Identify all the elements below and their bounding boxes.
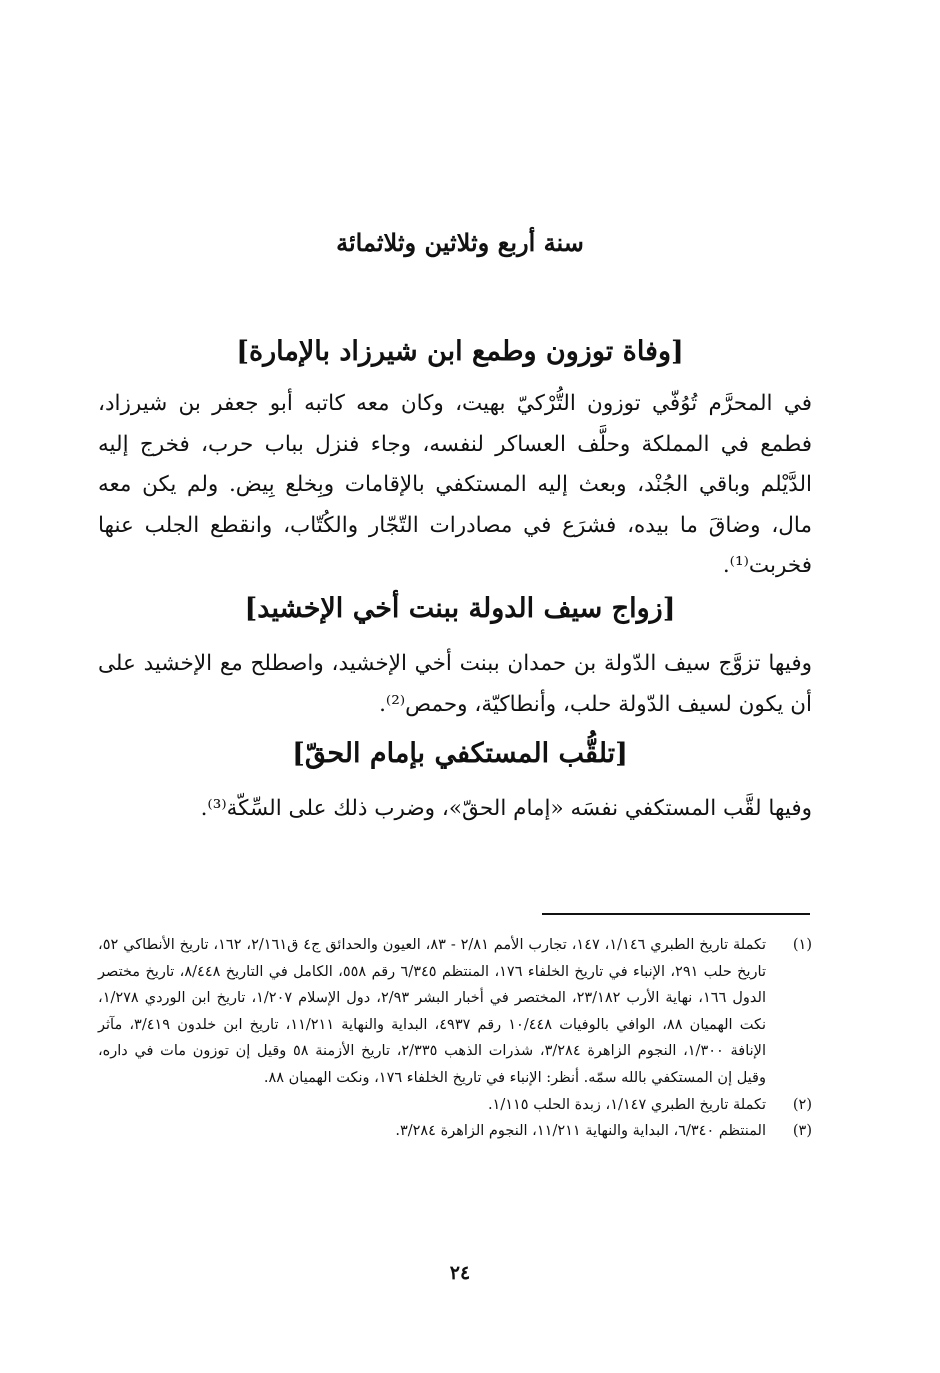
section-body-sayf-al-dawla-marriage: وفيها تزوَّج سيف الدّولة بن حمدان ببنت أخي الإخشيد، واصطلح مع الإخشيد على أن يكون لسيف الدّولة حلب، وأنطاكيّة، وحمص⁽²⁾. xyxy=(98,651,812,717)
footnote-text: المنتظم ٦/٣٤٠، البداية والنهاية ١١/٢١١، النجوم الزاهرة ٣/٢٨٤. xyxy=(395,1123,766,1140)
section-body-tawzun-death: في المحرَّم تُوُفّي توزون التُّرْكيّ بهيت، وكان معه كاتبه أبو جعفر بن شيرزاد، فطمع في المملكة وحلَّف العساكر لنفسه، وجاء فنزل بباب حرب، فخرج إليه الدَّيْلم وباقي الجُنْد، وبعث إليه المستكفي بالإقامات وبِخلع بِيض. ولم يكن معه مال، وضاقَ ما بيده، فشرَع في مصادرات التّجّار والكُتّاب، وانقطع الجلب عنها فخربت⁽¹⁾. xyxy=(98,391,812,578)
section-body-mustakfi-title: وفيها لقَّب المستكفي نفسَه «إمام الحقّ»، وضرب ذلك على السِّكّة⁽³⁾. xyxy=(200,796,812,821)
year-heading: سنة أربع وثلاثين وثلاثمائة xyxy=(336,228,584,257)
footnote-3 xyxy=(98,1118,812,1145)
section-title-sayf-al-dawla-marriage: [زواج سيف الدولة ببنت أخي الإخشيد] xyxy=(244,593,676,624)
footnote-number: (٢) xyxy=(792,1096,812,1113)
footnote-number: (٣) xyxy=(792,1123,812,1140)
footnote-1 xyxy=(98,932,812,1092)
footnote-number: (١) xyxy=(792,937,812,953)
footnote-text: تكملة تاريخ الطبري ١/١٤٧، زبدة الحلب ١/١١٥. xyxy=(487,1096,766,1113)
footnote-2 xyxy=(98,1092,812,1119)
section-title-mustakfi-title: [تلقُّب المستكفي بإمام الحقّ] xyxy=(292,738,628,769)
page-number: ٢٤ xyxy=(449,1262,471,1284)
footnote-text: تكملة تاريخ الطبري ١/١٤٦، ١٤٧، تجارب الأمم ٢/٨١ - ٨٣، العيون والحدائق ج٤ ق٢/١٦١، ١٦٢، تاريخ الأنطاكي ٥٢، تاريخ حلب ٢٩١، الإنباء في تاريخ الخلفاء ١٧٦، المنتظم ٦/٣٤٥ رقم ٥٥٨، الكامل في التاريخ ٨/٤٤٨، تاريخ مختصر الدول ١٦٦، نهاية الأرب ٢٣/١٨٢، المختصر في أخبار البشر ٢/٩٣، دول الإسلام ١/٢٠٧، تاريخ ابن الوردي ١/٢٧٨، نكت الهميان ٨٨، الوافي بالوفيات ١٠/٤٤٨ رقم ٤٩٣٧، البداية والنهاية ١١/٢١١، تاريخ ابن خلدون ٣/٤١٩، مآثر الإنافة ١/٣٠٠، النجوم الزاهرة ٣/٢٨٤، شذرات الذهب ٢/٣٣٥، تاريخ الأزمنة ٥٨ وقيل إن توزون مات في داره، وقيل إن المستكفي بالله سمّه. أنظر: الإنباء في تاريخ الخلفاء ١٧٦، ونكت الهميان ٨٨. xyxy=(98,937,767,1086)
footnote-separator xyxy=(542,913,810,915)
footnotes xyxy=(98,932,812,1145)
section-title-tawzun-death: [وفاة توزون وطمع ابن شيرزاد بالإمارة] xyxy=(236,336,684,367)
